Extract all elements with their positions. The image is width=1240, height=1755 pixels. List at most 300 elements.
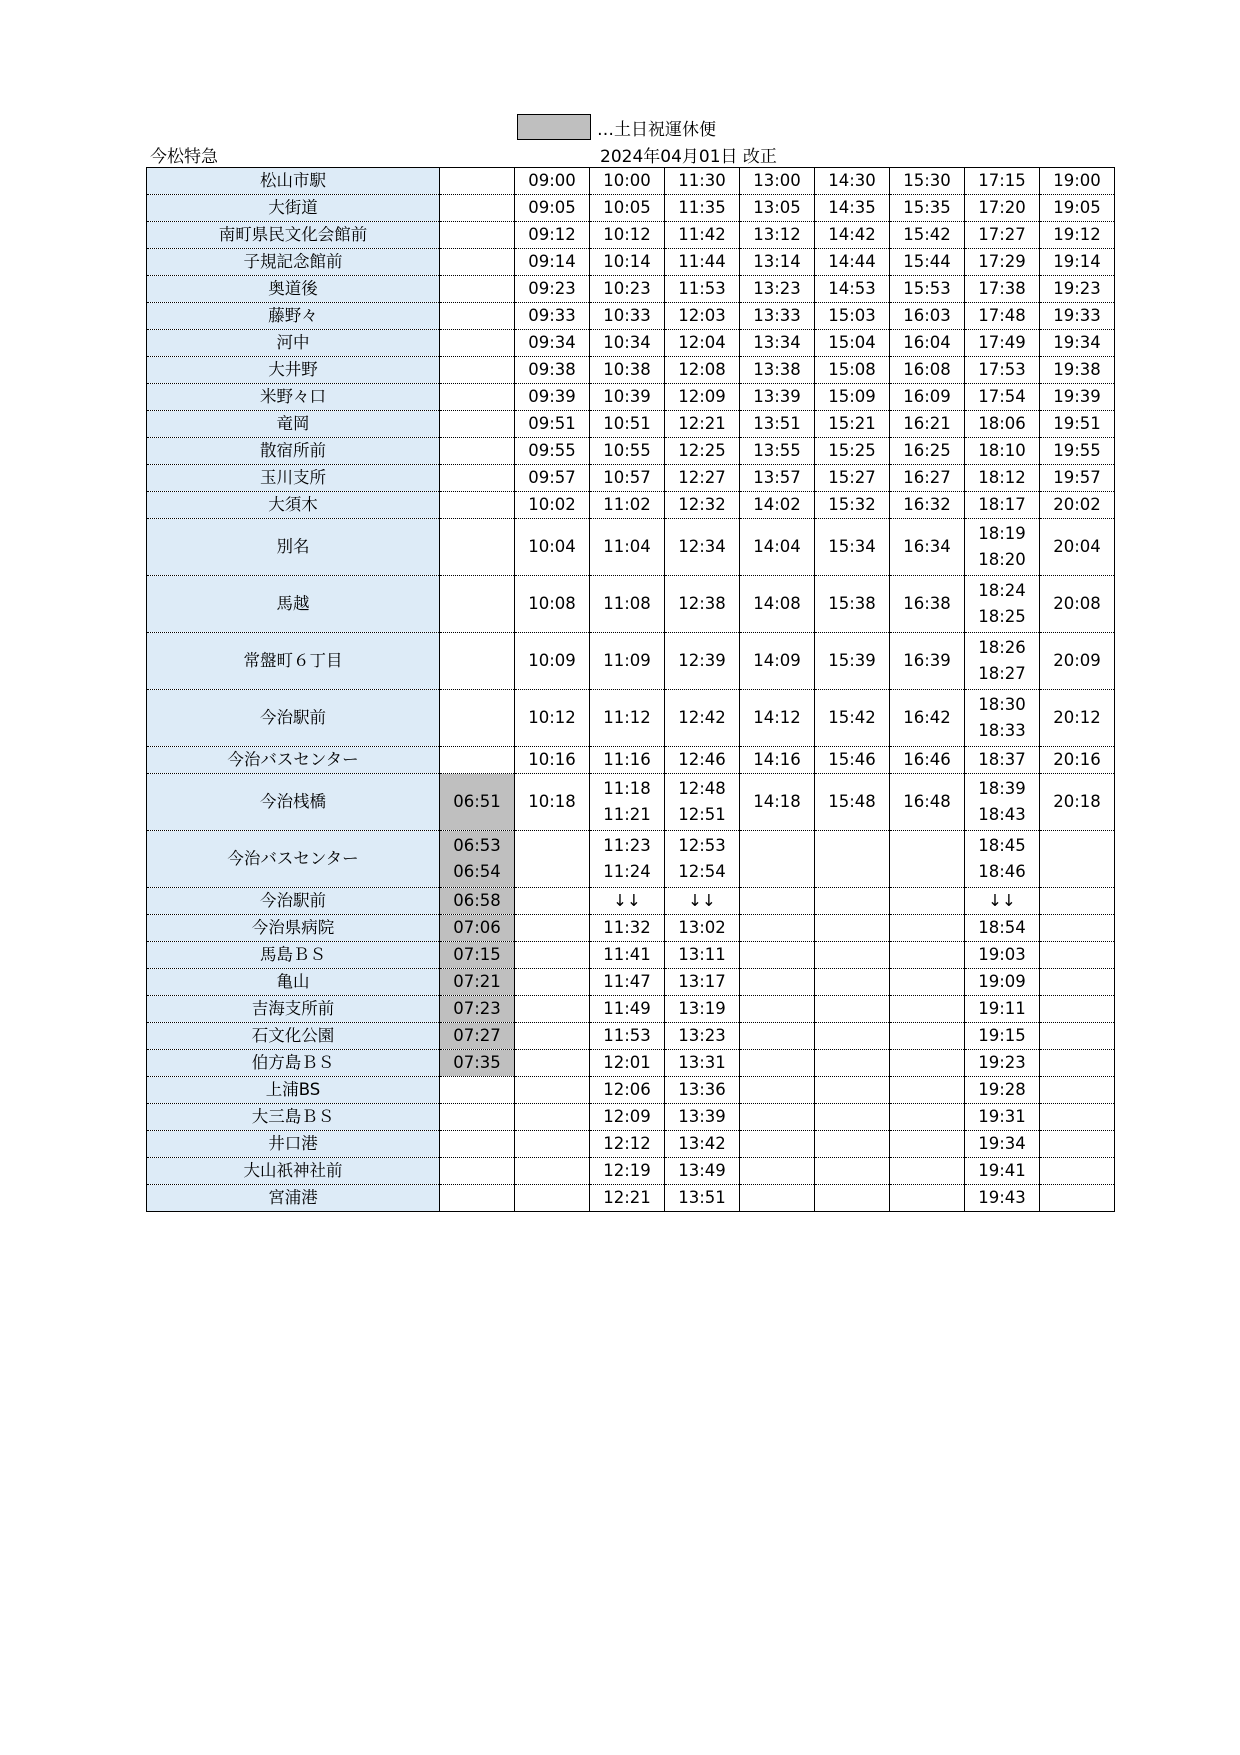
time-cell: 15:38 <box>815 576 890 633</box>
weekday-only-time-cell <box>440 276 515 303</box>
timetable-row <box>147 1131 1115 1158</box>
timetable-row <box>147 357 1115 384</box>
time-cell <box>740 996 815 1023</box>
time-cell: 17:53 <box>965 357 1040 384</box>
time-cell <box>1040 942 1115 969</box>
time-cell: 11:30 <box>665 168 740 195</box>
time-cell <box>815 1104 890 1131</box>
time-cell: 13:05 <box>740 195 815 222</box>
time-cell: 14:04 <box>740 519 815 576</box>
time-cell: 19:41 <box>965 1158 1040 1185</box>
time-cell <box>890 1023 965 1050</box>
time-cell: 12:46 <box>665 747 740 774</box>
stop-name: 常盤町６丁目 <box>147 633 440 690</box>
time-cell: 11:04 <box>590 519 665 576</box>
time-cell: 10:02 <box>515 492 590 519</box>
time-cell: 13:57 <box>740 465 815 492</box>
time-cell: 11:35 <box>665 195 740 222</box>
time-cell <box>815 942 890 969</box>
stop-name: 大三島ＢＳ <box>147 1104 440 1131</box>
time-cell: 14:09 <box>740 633 815 690</box>
time-cell: 16:21 <box>890 411 965 438</box>
time-cell <box>815 1185 890 1212</box>
time-cell: 13:17 <box>665 969 740 996</box>
weekday-only-time-cell <box>440 330 515 357</box>
time-cell: 10:14 <box>590 249 665 276</box>
time-cell <box>1040 1158 1115 1185</box>
stop-name: 大須木 <box>147 492 440 519</box>
time-cell <box>890 1131 965 1158</box>
time-cell <box>1040 1104 1115 1131</box>
time-cell <box>815 888 890 915</box>
time-cell: 11:08 <box>590 576 665 633</box>
stop-name: 今治バスセンター <box>147 747 440 774</box>
time-cell: 10:23 <box>590 276 665 303</box>
time-cell: 18:19 18:20 <box>965 519 1040 576</box>
time-cell: 20:16 <box>1040 747 1115 774</box>
weekday-only-time-cell <box>440 747 515 774</box>
time-cell: 16:25 <box>890 438 965 465</box>
weekday-only-time-cell <box>440 222 515 249</box>
stop-name: 石文化公園 <box>147 1023 440 1050</box>
weekday-only-time-cell: 07:06 <box>440 915 515 942</box>
time-cell: 16:03 <box>890 303 965 330</box>
time-cell: 14:18 <box>740 774 815 831</box>
time-cell <box>815 969 890 996</box>
time-cell: 19:34 <box>965 1131 1040 1158</box>
stop-name: 宮浦港 <box>147 1185 440 1212</box>
stop-name: 奥道後 <box>147 276 440 303</box>
time-cell: 19:31 <box>965 1104 1040 1131</box>
stop-name: 松山市駅 <box>147 168 440 195</box>
time-cell: 15:42 <box>890 222 965 249</box>
weekday-only-time-cell <box>440 1185 515 1212</box>
time-cell <box>815 1077 890 1104</box>
timetable-row <box>147 1158 1115 1185</box>
time-cell: 14:02 <box>740 492 815 519</box>
timetable-row <box>147 915 1115 942</box>
time-cell: 10:33 <box>590 303 665 330</box>
timetable-row <box>147 249 1115 276</box>
time-cell: 13:19 <box>665 996 740 1023</box>
stop-name: 別名 <box>147 519 440 576</box>
timetable-row <box>147 774 1115 831</box>
time-cell: 15:44 <box>890 249 965 276</box>
time-cell: 12:42 <box>665 690 740 747</box>
time-cell <box>740 1050 815 1077</box>
time-cell: 20:09 <box>1040 633 1115 690</box>
time-cell <box>1040 1077 1115 1104</box>
time-cell <box>890 1185 965 1212</box>
timetable-row <box>147 1077 1115 1104</box>
time-cell <box>740 831 815 888</box>
timetable-row <box>147 942 1115 969</box>
time-cell: 16:39 <box>890 633 965 690</box>
time-cell: 11:09 <box>590 633 665 690</box>
time-cell: 12:06 <box>590 1077 665 1104</box>
time-cell: 12:34 <box>665 519 740 576</box>
time-cell <box>1040 831 1115 888</box>
time-cell <box>515 942 590 969</box>
time-cell: 13:00 <box>740 168 815 195</box>
stop-name: 大街道 <box>147 195 440 222</box>
time-cell: 18:45 18:46 <box>965 831 1040 888</box>
time-cell: 09:23 <box>515 276 590 303</box>
time-cell <box>890 1104 965 1131</box>
time-cell: 11:32 <box>590 915 665 942</box>
weekday-only-time-cell <box>440 168 515 195</box>
time-cell: 15:30 <box>890 168 965 195</box>
time-cell: 16:09 <box>890 384 965 411</box>
timetable-row <box>147 1104 1115 1131</box>
time-cell: 13:23 <box>665 1023 740 1050</box>
time-cell: 19:00 <box>1040 168 1115 195</box>
time-cell: 15:25 <box>815 438 890 465</box>
weekday-only-time-cell: 07:23 <box>440 996 515 1023</box>
time-cell: 17:48 <box>965 303 1040 330</box>
time-cell: 19:51 <box>1040 411 1115 438</box>
time-cell <box>515 888 590 915</box>
timetable <box>146 167 1115 1212</box>
time-cell: 13:34 <box>740 330 815 357</box>
time-cell: 19:12 <box>1040 222 1115 249</box>
time-cell: 18:06 <box>965 411 1040 438</box>
time-cell: 14:53 <box>815 276 890 303</box>
time-cell: 10:00 <box>590 168 665 195</box>
time-cell: 19:28 <box>965 1077 1040 1104</box>
timetable-row <box>147 438 1115 465</box>
stop-name: 南町県民文化会館前 <box>147 222 440 249</box>
time-cell: 09:14 <box>515 249 590 276</box>
time-cell: 15:32 <box>815 492 890 519</box>
time-cell: 16:34 <box>890 519 965 576</box>
stop-name: 亀山 <box>147 969 440 996</box>
timetable-row <box>147 690 1115 747</box>
time-cell: 12:21 <box>665 411 740 438</box>
stop-name: 河中 <box>147 330 440 357</box>
legend-text: …土日祝運休便 <box>597 119 716 140</box>
time-cell: 15:03 <box>815 303 890 330</box>
weekday-only-time-cell <box>440 633 515 690</box>
time-cell <box>740 888 815 915</box>
time-cell: 11:16 <box>590 747 665 774</box>
timetable-row <box>147 576 1115 633</box>
time-cell <box>515 1158 590 1185</box>
time-cell <box>515 1050 590 1077</box>
time-cell: 13:49 <box>665 1158 740 1185</box>
time-cell: 16:38 <box>890 576 965 633</box>
time-cell: 10:34 <box>590 330 665 357</box>
time-cell: 14:16 <box>740 747 815 774</box>
time-cell: 17:27 <box>965 222 1040 249</box>
time-cell: 13:39 <box>740 384 815 411</box>
time-cell: 12:12 <box>590 1131 665 1158</box>
time-cell: 16:46 <box>890 747 965 774</box>
stop-name: 大山祇神社前 <box>147 1158 440 1185</box>
stop-name: 藤野々 <box>147 303 440 330</box>
timetable-row <box>147 747 1115 774</box>
weekday-only-time-cell: 06:53 06:54 <box>440 831 515 888</box>
stop-name: 今治桟橋 <box>147 774 440 831</box>
weekday-only-time-cell <box>440 576 515 633</box>
time-cell: 09:05 <box>515 195 590 222</box>
time-cell: 18:37 <box>965 747 1040 774</box>
stop-name: 上浦BS <box>147 1077 440 1104</box>
time-cell: 15:53 <box>890 276 965 303</box>
time-cell <box>515 1104 590 1131</box>
timetable-row <box>147 1185 1115 1212</box>
time-cell: 11:12 <box>590 690 665 747</box>
timetable-row <box>147 222 1115 249</box>
time-cell: 11:47 <box>590 969 665 996</box>
time-cell: 15:42 <box>815 690 890 747</box>
time-cell: 17:38 <box>965 276 1040 303</box>
stop-name: 玉川支所 <box>147 465 440 492</box>
weekday-only-time-cell: 07:21 <box>440 969 515 996</box>
time-cell: 10:57 <box>590 465 665 492</box>
time-cell: 14:08 <box>740 576 815 633</box>
time-cell: 13:39 <box>665 1104 740 1131</box>
time-cell: 13:55 <box>740 438 815 465</box>
time-cell <box>1040 1023 1115 1050</box>
time-cell: 15:34 <box>815 519 890 576</box>
time-cell <box>515 1185 590 1212</box>
weekday-only-time-cell <box>440 1131 515 1158</box>
time-cell: 15:48 <box>815 774 890 831</box>
legend-shade-swatch <box>517 114 591 140</box>
time-cell <box>515 915 590 942</box>
timetable-row <box>147 969 1115 996</box>
time-cell: 09:39 <box>515 384 590 411</box>
timetable-row <box>147 492 1115 519</box>
time-cell <box>1040 969 1115 996</box>
time-cell <box>815 996 890 1023</box>
time-cell: 18:17 <box>965 492 1040 519</box>
time-cell: 12:19 <box>590 1158 665 1185</box>
time-cell: 17:29 <box>965 249 1040 276</box>
stop-name: 子規記念館前 <box>147 249 440 276</box>
time-cell: 15:35 <box>890 195 965 222</box>
time-cell: 12:01 <box>590 1050 665 1077</box>
timetable-row <box>147 996 1115 1023</box>
weekday-only-time-cell <box>440 1158 515 1185</box>
time-cell: 10:12 <box>515 690 590 747</box>
time-cell <box>890 996 965 1023</box>
weekday-only-time-cell <box>440 492 515 519</box>
weekday-only-time-cell <box>440 357 515 384</box>
stop-name: 馬越 <box>147 576 440 633</box>
time-cell <box>815 831 890 888</box>
time-cell: 10:12 <box>590 222 665 249</box>
time-cell <box>890 942 965 969</box>
stop-name: 竜岡 <box>147 411 440 438</box>
time-cell: 09:00 <box>515 168 590 195</box>
time-cell: 13:51 <box>740 411 815 438</box>
time-cell: 12:27 <box>665 465 740 492</box>
time-cell <box>515 831 590 888</box>
time-cell <box>740 1185 815 1212</box>
route-name: 今松特急 <box>150 147 218 167</box>
time-cell <box>890 831 965 888</box>
time-cell <box>515 969 590 996</box>
time-cell: 15:39 <box>815 633 890 690</box>
time-cell: 13:23 <box>740 276 815 303</box>
time-cell: 12:04 <box>665 330 740 357</box>
weekday-only-time-cell <box>440 1077 515 1104</box>
timetable-row <box>147 384 1115 411</box>
time-cell <box>515 1023 590 1050</box>
time-cell <box>740 915 815 942</box>
stop-name: 米野々口 <box>147 384 440 411</box>
time-cell: 13:38 <box>740 357 815 384</box>
weekday-only-time-cell <box>440 303 515 330</box>
time-cell: 10:16 <box>515 747 590 774</box>
timetable-row <box>147 276 1115 303</box>
time-cell: 19:55 <box>1040 438 1115 465</box>
stop-name: 大井野 <box>147 357 440 384</box>
timetable-row <box>147 633 1115 690</box>
weekday-only-time-cell <box>440 690 515 747</box>
time-cell: 19:15 <box>965 1023 1040 1050</box>
time-cell: 09:38 <box>515 357 590 384</box>
time-cell: 14:44 <box>815 249 890 276</box>
time-cell <box>1040 1131 1115 1158</box>
time-cell <box>740 1077 815 1104</box>
stop-name: 馬島ＢＳ <box>147 942 440 969</box>
time-cell: 18:26 18:27 <box>965 633 1040 690</box>
time-cell: 10:05 <box>590 195 665 222</box>
time-cell: 19:39 <box>1040 384 1115 411</box>
time-cell: 10:04 <box>515 519 590 576</box>
time-cell: 18:24 18:25 <box>965 576 1040 633</box>
time-cell: 17:54 <box>965 384 1040 411</box>
time-cell: 17:15 <box>965 168 1040 195</box>
time-cell: 12:38 <box>665 576 740 633</box>
time-cell: 20:18 <box>1040 774 1115 831</box>
stop-name: 伯方島ＢＳ <box>147 1050 440 1077</box>
time-cell: 16:32 <box>890 492 965 519</box>
time-cell: ↓↓ <box>665 888 740 915</box>
weekday-only-time-cell <box>440 465 515 492</box>
time-cell: 20:02 <box>1040 492 1115 519</box>
time-cell: 16:48 <box>890 774 965 831</box>
time-cell: 13:14 <box>740 249 815 276</box>
weekday-only-time-cell: 07:35 <box>440 1050 515 1077</box>
time-cell: 10:09 <box>515 633 590 690</box>
time-cell: 13:31 <box>665 1050 740 1077</box>
time-cell: 19:38 <box>1040 357 1115 384</box>
time-cell: 16:08 <box>890 357 965 384</box>
stop-name: 吉海支所前 <box>147 996 440 1023</box>
time-cell: 15:21 <box>815 411 890 438</box>
time-cell <box>1040 1050 1115 1077</box>
time-cell: 09:12 <box>515 222 590 249</box>
time-cell <box>890 1158 965 1185</box>
time-cell: 18:30 18:33 <box>965 690 1040 747</box>
time-cell <box>815 1131 890 1158</box>
time-cell: ↓↓ <box>590 888 665 915</box>
time-cell: 12:48 12:51 <box>665 774 740 831</box>
time-cell: 20:12 <box>1040 690 1115 747</box>
time-cell <box>515 1077 590 1104</box>
time-cell: 17:49 <box>965 330 1040 357</box>
time-cell: 14:42 <box>815 222 890 249</box>
weekday-only-time-cell <box>440 384 515 411</box>
time-cell: 13:51 <box>665 1185 740 1212</box>
stop-name: 今治バスセンター <box>147 831 440 888</box>
time-cell: 09:33 <box>515 303 590 330</box>
time-cell <box>740 969 815 996</box>
stop-name: 今治県病院 <box>147 915 440 942</box>
time-cell <box>515 996 590 1023</box>
time-cell <box>740 1023 815 1050</box>
timetable-row <box>147 1023 1115 1050</box>
time-cell: 16:27 <box>890 465 965 492</box>
time-cell: 18:10 <box>965 438 1040 465</box>
time-cell: 10:55 <box>590 438 665 465</box>
time-cell: 15:04 <box>815 330 890 357</box>
time-cell: 19:05 <box>1040 195 1115 222</box>
weekday-only-time-cell <box>440 411 515 438</box>
timetable-row <box>147 519 1115 576</box>
weekday-only-time-cell: 07:27 <box>440 1023 515 1050</box>
time-cell: ↓↓ <box>965 888 1040 915</box>
time-cell <box>740 942 815 969</box>
time-cell <box>815 1158 890 1185</box>
time-cell <box>515 1131 590 1158</box>
weekday-only-time-cell <box>440 519 515 576</box>
time-cell: 11:53 <box>590 1023 665 1050</box>
time-cell: 19:03 <box>965 942 1040 969</box>
time-cell: 12:09 <box>590 1104 665 1131</box>
time-cell: 11:42 <box>665 222 740 249</box>
time-cell: 13:42 <box>665 1131 740 1158</box>
time-cell: 19:11 <box>965 996 1040 1023</box>
time-cell: 10:39 <box>590 384 665 411</box>
timetable-row <box>147 1050 1115 1077</box>
timetable-row <box>147 303 1115 330</box>
time-cell: 19:23 <box>1040 276 1115 303</box>
time-cell: 12:53 12:54 <box>665 831 740 888</box>
legend <box>517 113 716 141</box>
time-cell: 11:44 <box>665 249 740 276</box>
time-cell: 18:54 <box>965 915 1040 942</box>
time-cell: 09:34 <box>515 330 590 357</box>
time-cell <box>1040 888 1115 915</box>
time-cell: 11:02 <box>590 492 665 519</box>
time-cell: 12:32 <box>665 492 740 519</box>
time-cell: 09:55 <box>515 438 590 465</box>
time-cell: 12:39 <box>665 633 740 690</box>
time-cell: 14:12 <box>740 690 815 747</box>
time-cell <box>1040 1185 1115 1212</box>
time-cell <box>890 969 965 996</box>
weekday-only-time-cell: 07:15 <box>440 942 515 969</box>
time-cell: 20:04 <box>1040 519 1115 576</box>
time-cell: 11:53 <box>665 276 740 303</box>
time-cell <box>740 1131 815 1158</box>
time-cell <box>890 1077 965 1104</box>
time-cell <box>740 1104 815 1131</box>
time-cell <box>815 1023 890 1050</box>
weekday-only-time-cell <box>440 195 515 222</box>
time-cell: 12:08 <box>665 357 740 384</box>
time-cell: 13:12 <box>740 222 815 249</box>
time-cell: 19:34 <box>1040 330 1115 357</box>
time-cell: 09:57 <box>515 465 590 492</box>
time-cell <box>815 915 890 942</box>
time-cell: 14:30 <box>815 168 890 195</box>
